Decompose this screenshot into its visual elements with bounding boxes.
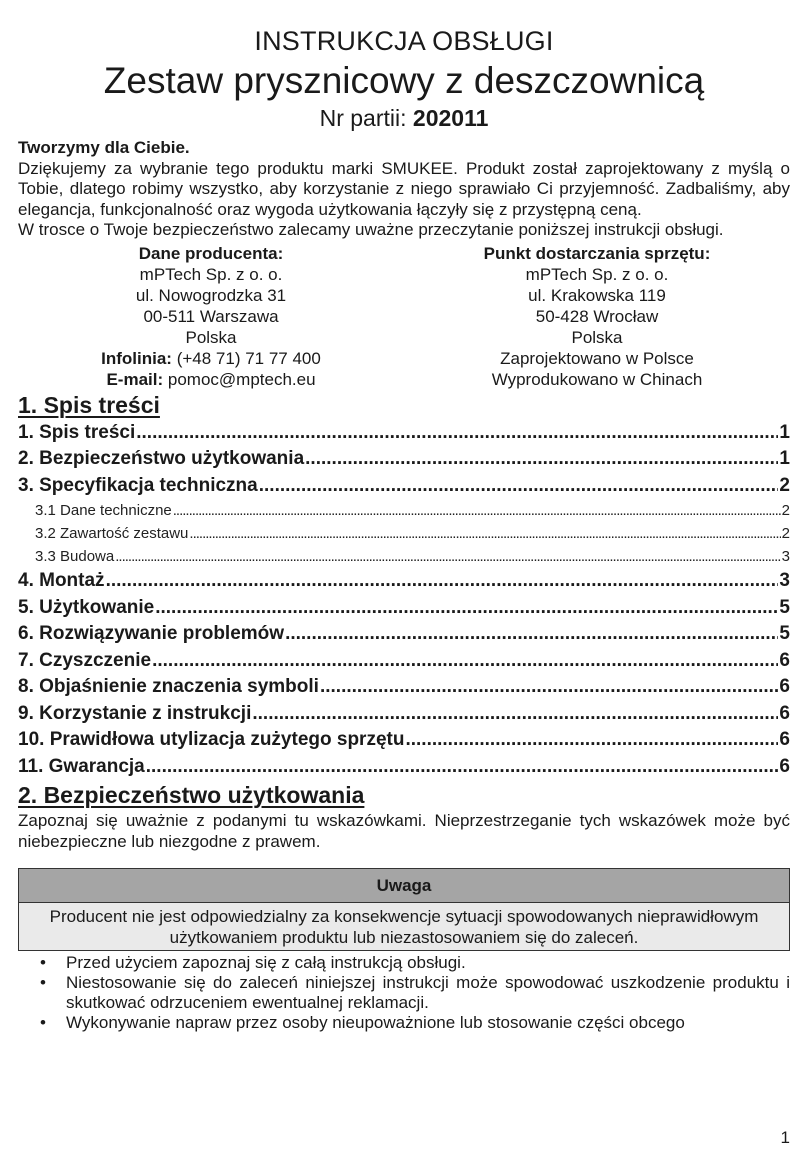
- toc-entry-page: 6: [779, 755, 790, 777]
- contact-details: [18, 243, 790, 390]
- toc-entry-label: 8. Objaśnienie znaczenia symboli: [18, 676, 319, 697]
- toc-entry-label: 9. Korzystanie z instrukcji: [18, 702, 252, 724]
- toc-entry-label: 3.2 Zawartość zestawu: [35, 525, 189, 542]
- delivery-country: Polska: [571, 327, 623, 347]
- toc-entry-label: 11. Gwarancja: [18, 755, 145, 777]
- toc-leader-dots: [285, 621, 778, 648]
- product-title: Zestaw prysznicowy z deszczownicą: [103, 60, 705, 101]
- toc-entry-label: 3.1 Dane techniczne: [35, 502, 172, 519]
- batch-label: Nr partii:: [319, 105, 407, 131]
- toc-entry[interactable]: [18, 595, 790, 622]
- toc-leader-dots: [320, 674, 778, 701]
- toc-leader-dots: [146, 754, 779, 781]
- producer-name: mPTech Sp. z o. o.: [139, 264, 283, 284]
- toc-entry-page: 2: [781, 502, 790, 519]
- toc-leader-dots: [189, 522, 780, 545]
- toc-entry-label: 2. Bezpieczeństwo użytkowania: [18, 448, 305, 469]
- producer-city: 00-511 Warszawa: [143, 306, 279, 326]
- toc-entry-page: 1: [779, 448, 790, 469]
- list-item: [18, 973, 790, 1013]
- toc-leader-dots: [173, 499, 781, 522]
- toc-leader-dots: [305, 446, 778, 473]
- toc-leader-dots: [405, 727, 778, 754]
- toc-entry[interactable]: [18, 727, 790, 754]
- toc-leader-dots: [136, 420, 778, 447]
- page-number: 1: [780, 1128, 790, 1147]
- email-label: E-mail:: [106, 369, 164, 389]
- batch-number: 202011: [412, 105, 489, 131]
- safety-intro: Zapoznaj się uważnie z podanymi tu wskazówkami. Nieprzestrzeganie tych wskazówek może być niebezpieczne lub niezgodne z prawem.: [18, 811, 790, 851]
- toc-entry[interactable]: [18, 701, 790, 728]
- list-item-text: Wykonywanie napraw przez osoby nieupoważnione lub stosowanie części obcego: [66, 1013, 685, 1032]
- batch-info: [18, 104, 790, 132]
- toc-entry-page: 5: [779, 623, 790, 644]
- intro-paragraph: Dziękujemy za wybranie tego produktu marki SMUKEE. Produkt został zaprojektowany z myślą o Tobie, dlatego robimy wszystko, aby korzystanie z niego sprawiało Ci przyjemność. Zadbaliśmy, aby elegancja, funkcjonalność oraz wygoda użytkowania łączyły się z przystępną ceną.: [18, 158, 790, 219]
- toc-heading: 1. Spis treści: [18, 391, 160, 418]
- toc-entry-page: 6: [779, 729, 790, 750]
- producer-title: Dane producenta:: [138, 243, 284, 263]
- bullet-icon: •: [40, 973, 46, 992]
- toc-entry-label: 3.3 Budowa: [35, 548, 115, 565]
- made-in: Wyprodukowano w Chinach: [491, 369, 703, 389]
- warning-text: Producent nie jest odpowiedzialny za konsekwencje sytuacji spowodowanych nieprawidłowym użytkowaniem produktu lub niezastosowaniem się do zaleceń.: [19, 903, 789, 950]
- list-item-text: Przed użyciem zapoznaj się z całą instrukcją obsługi.: [66, 953, 466, 972]
- manual-label: INSTRUKCJA OBSŁUGI: [254, 26, 554, 56]
- toc-entry[interactable]: [18, 754, 790, 781]
- safety-list: [18, 953, 790, 1033]
- producer-email-line: [18, 369, 404, 390]
- delivery-street: ul. Krakowska 119: [528, 285, 666, 305]
- warning-box: [18, 868, 790, 951]
- toc-entry-page: 2: [779, 474, 790, 496]
- toc-entry[interactable]: [18, 648, 790, 675]
- bullet-icon: •: [40, 1013, 46, 1032]
- toc-entry[interactable]: [18, 473, 790, 500]
- phone-label: Infolinia:: [101, 348, 172, 368]
- delivery-details: [404, 243, 790, 390]
- toc-entry-label: 7. Czyszczenie: [18, 649, 152, 671]
- toc-entry-label: 3. Specyfikacja techniczna: [18, 474, 258, 496]
- toc-entry[interactable]: [18, 674, 790, 701]
- producer-street: ul. Nowogrodzka 31: [135, 285, 287, 305]
- list-item: [18, 1013, 790, 1033]
- toc-entry-label: 1. Spis treści: [18, 421, 136, 443]
- toc-entry[interactable]: [18, 568, 790, 595]
- delivery-city: 50-428 Wrocław: [535, 306, 659, 326]
- producer-details: [18, 243, 404, 390]
- delivery-name: mPTech Sp. z o. o.: [525, 264, 669, 284]
- toc-subentry[interactable]: [18, 545, 790, 568]
- producer-phone-line: [18, 348, 404, 369]
- intro-lead: Tworzymy dla Ciebie.: [18, 138, 190, 157]
- toc-leader-dots: [106, 568, 779, 595]
- toc-leader-dots: [115, 545, 780, 568]
- toc-entry-page: 6: [779, 649, 790, 671]
- intro-paragraph: W trosce o Twoje bezpieczeństwo zalecamy uważne przeczytanie poniższej instrukcji obsługi.: [18, 220, 724, 239]
- document-header: [18, 0, 790, 132]
- toc-entry-label: 5. Użytkowanie: [18, 596, 155, 618]
- intro-section: [18, 138, 790, 241]
- toc-entry[interactable]: [18, 420, 790, 447]
- toc-leader-dots: [152, 648, 778, 675]
- toc-leader-dots: [252, 701, 778, 728]
- phone-value: (+48 71) 71 77 400: [176, 348, 321, 368]
- producer-country: Polska: [185, 327, 237, 347]
- email-value[interactable]: pomoc@mptech.eu: [167, 369, 316, 389]
- toc-entry[interactable]: [18, 446, 790, 473]
- list-item: [18, 953, 790, 973]
- safety-heading: 2. Bezpieczeństwo użytkowania: [18, 782, 365, 808]
- warning-title: Uwaga: [19, 869, 789, 903]
- toc-subentry[interactable]: [18, 499, 790, 522]
- toc-subentry[interactable]: [18, 522, 790, 545]
- toc-entry-label: 6. Rozwiązywanie problemów: [18, 623, 285, 644]
- toc-entry-page: 3: [779, 570, 790, 591]
- toc-leader-dots: [259, 473, 779, 500]
- toc-entry-label: 10. Prawidłowa utylizacja zużytego sprzętu: [18, 729, 405, 750]
- list-item-text: Niestosowanie się do zaleceń niniejszej instrukcji może spowodować uszkodzenie produktu i skutkować odrzuceniem ewentualnej reklamacji.: [66, 973, 790, 1012]
- delivery-title: Punkt dostarczania sprzętu:: [483, 243, 711, 263]
- toc-entry-page: 6: [779, 702, 790, 724]
- toc-entry[interactable]: [18, 621, 790, 648]
- bullet-icon: •: [40, 953, 46, 972]
- toc-entry-page: 6: [779, 676, 790, 697]
- toc-entry-page: 3: [781, 548, 790, 565]
- toc-entry-page: 1: [779, 421, 790, 443]
- toc-entry-page: 5: [779, 596, 790, 618]
- designed-in: Zaprojektowano w Polsce: [500, 348, 694, 368]
- toc-leader-dots: [155, 595, 778, 622]
- toc-entry-label: 4. Montaż: [18, 570, 105, 591]
- table-of-contents: [18, 420, 790, 781]
- toc-entry-page: 2: [781, 525, 790, 542]
